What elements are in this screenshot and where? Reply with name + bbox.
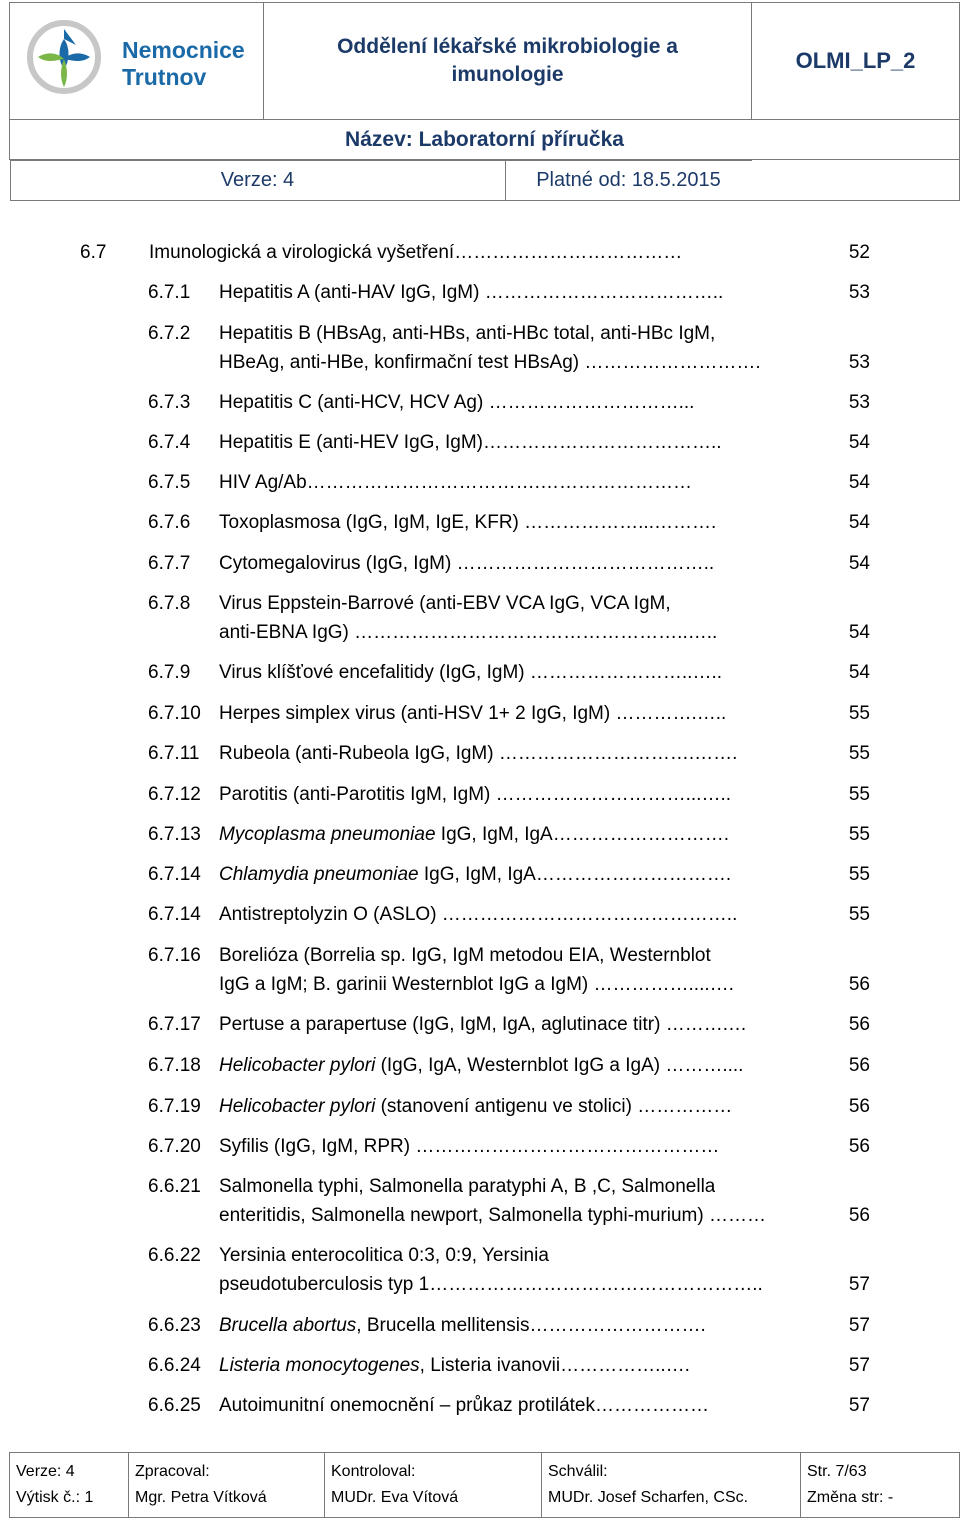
footer-prepared-cell — [129, 1453, 325, 1518]
toc-entry-title-italic: Chlamydia pneumoniae — [219, 864, 419, 885]
toc-entry — [148, 320, 870, 377]
toc-entry-title[interactable]: Antistreptolyzin O (ASLO) ……………………………………….. — [219, 904, 738, 925]
valid-from: Platné od: 18.5.2015 — [505, 161, 752, 201]
toc-entry-number: 6.7.11 — [148, 743, 200, 764]
toc-entry-title[interactable]: Pertuse a parapertuse (IgG, IgM, IgA, aglutinace titr) ……….… — [219, 1014, 747, 1035]
toc-entry-page: 56 — [848, 1136, 870, 1157]
toc-entry-title-rest: (IgG, IgA, Westernblot IgG a IgA) ……….... — [375, 1055, 744, 1076]
toc-entry — [148, 1173, 870, 1230]
toc-entry-number: 6.7.19 — [148, 1096, 201, 1117]
toc-entry-title[interactable]: Virus Eppstein-Barrové (anti-EBV VCA IgG, VCA IgM, — [219, 593, 671, 614]
toc-entry-number: 6.7.17 — [148, 1014, 201, 1035]
toc-entry-number: 6.7.18 — [148, 1055, 201, 1076]
toc-entry — [148, 659, 870, 687]
toc-entry-title-rest: , Listeria ivanovii……………..…. — [419, 1355, 690, 1376]
toc-entry-title[interactable]: Syfilis (IgG, IgM, RPR) ………………………………………… — [219, 1136, 720, 1157]
toc-entry-number: 6.7.14 — [148, 904, 201, 925]
toc-entry — [148, 429, 870, 457]
toc-entry-title[interactable]: Virus klíšťové encefalitidy (IgG, IgM) ……………………..….. — [219, 662, 722, 683]
toc-entry-title[interactable]: Parotitis (anti-Parotitis IgM, IgM) …………………………...….. — [219, 784, 732, 805]
toc-entry-number: 6.7.2 — [148, 323, 191, 344]
toc-entry-title[interactable]: Salmonella typhi, Salmonella paratyphi A, B ,C, Salmonella — [219, 1176, 716, 1197]
toc-entry-title[interactable]: Rubeola (anti-Rubeola IgG, IgM) ………………………….……. — [219, 743, 738, 764]
toc-entry-number: 6.7.20 — [148, 1136, 201, 1157]
footer-prepared-name: Mgr. Petra Vítková — [135, 1489, 267, 1506]
document-code: OLMI_LP_2 — [752, 3, 960, 120]
toc-entry-page: 56 — [848, 1205, 870, 1226]
toc-entry-number: 6.7.10 — [148, 703, 201, 724]
toc-entry-number: 6.7.1 — [148, 282, 191, 303]
toc-entry-title[interactable]: Imunologická a virologická vyšetření……………………………… — [149, 242, 683, 263]
toc-entry — [148, 700, 870, 728]
toc-entry — [148, 1052, 870, 1080]
footer-issue: Výtisk č.: 1 — [16, 1489, 94, 1506]
hospital-name-line2: Trutnov — [122, 64, 207, 90]
toc-entry-title[interactable]: Herpes simplex virus (anti-HSV 1+ 2 IgG, IgM) ………….….. — [219, 703, 727, 724]
footer-page-cell — [801, 1453, 960, 1518]
toc-entry — [148, 1392, 870, 1420]
footer-approved-name: MUDr. Josef Scharfen, CSc. — [548, 1489, 749, 1506]
toc-entry-page: 56 — [848, 1014, 870, 1035]
toc-entry — [148, 279, 870, 307]
toc-entry-title[interactable]: Hepatitis E (anti-HEV IgG, IgM)……………………………….. — [219, 432, 722, 453]
toc-entry-number: 6.7.6 — [148, 512, 191, 533]
toc-entry-page: 55 — [848, 703, 870, 724]
toc-entry-title[interactable] — [219, 1352, 690, 1380]
toc-entry-title-italic: Listeria monocytogenes — [219, 1355, 420, 1376]
toc-entry — [148, 781, 870, 809]
footer-page-number: Str. 7/63 — [807, 1463, 867, 1480]
toc-entry — [148, 590, 870, 647]
footer-change-pages: Změna str: - — [807, 1489, 894, 1506]
toc-entry — [148, 1133, 870, 1161]
toc-entry-page: 54 — [848, 622, 870, 643]
toc-entry-title[interactable] — [219, 1312, 706, 1340]
toc-entry — [148, 861, 870, 889]
toc-entry-page: 54 — [848, 432, 870, 453]
toc-entry-page: 54 — [848, 553, 870, 574]
toc-entry-page: 55 — [848, 904, 870, 925]
toc-entry-number: 6.7 — [80, 242, 107, 263]
toc-entry-page: 52 — [848, 242, 870, 263]
department-title-line2: imunologie — [451, 63, 564, 86]
toc-entry-title-line2: IgG a IgM; B. garinii Westernblot IgG a IgM) ……………....…. — [219, 974, 734, 995]
toc-entry-title[interactable]: Hepatitis A (anti-HAV IgG, IgM) ……………………………….. — [219, 282, 724, 303]
toc-entry-page: 54 — [848, 662, 870, 683]
toc-entry-title-rest: IgG, IgM, IgA…………………………. — [418, 864, 732, 885]
toc-entry-title[interactable] — [219, 821, 729, 849]
hospital-name-line1: Nemocnice — [122, 37, 245, 63]
footer-version-cell — [10, 1453, 129, 1518]
toc-entry-page: 57 — [848, 1395, 870, 1416]
toc-entry — [148, 821, 870, 849]
toc-entry-title-rest: (stanovení antigenu ve stolici) …………… — [375, 1096, 733, 1117]
toc-entry-number: 6.7.7 — [148, 553, 191, 574]
toc-entry-number: 6.6.23 — [148, 1315, 201, 1336]
toc-entry-title[interactable] — [219, 1093, 732, 1121]
toc-entry-page: 56 — [848, 1055, 870, 1076]
toc-entry-number: 6.7.13 — [148, 824, 201, 845]
toc-entry-title[interactable]: HIV Ag/Ab……………………………….…………………… — [219, 472, 692, 493]
toc-entry-number: 6.6.21 — [148, 1176, 201, 1197]
toc-entry-number: 6.7.3 — [148, 392, 191, 413]
toc-entry — [148, 389, 870, 417]
toc-entry-number: 6.7.12 — [148, 784, 201, 805]
toc-entry-page: 55 — [848, 743, 870, 764]
document-name: Název: Laboratorní příručka — [10, 120, 960, 160]
toc-entry — [148, 942, 870, 999]
toc-entry-page: 57 — [848, 1274, 870, 1295]
toc-entry-title-line2: pseudotuberculosis typ 1…………………………………………….. — [219, 1274, 763, 1295]
toc-entry-title[interactable]: Hepatitis B (HBsAg, anti-HBs, anti-HBc total, anti-HBc IgM, — [219, 323, 716, 344]
toc-entry-title-line2: HBeAg, anti-HBe, konfirmační test HBsAg) ………………………. — [219, 352, 761, 373]
toc-entry-number: 6.7.4 — [148, 432, 191, 453]
toc-entry — [148, 469, 870, 497]
footer-checked-cell — [325, 1453, 542, 1518]
toc-entry-page: 54 — [848, 472, 870, 493]
footer-prepared-label: Zpracoval: — [135, 1463, 210, 1480]
toc-entry-page: 57 — [848, 1355, 870, 1376]
toc-entry-number: 6.7.8 — [148, 593, 191, 614]
toc-entry-page: 54 — [848, 512, 870, 533]
toc-entry — [80, 239, 870, 267]
toc-entry-page: 56 — [848, 1096, 870, 1117]
toc-entry-title-italic: Helicobacter pylori — [219, 1096, 376, 1117]
toc-entry-page: 55 — [848, 864, 870, 885]
toc-entry — [148, 1352, 870, 1380]
toc-entry-page: 55 — [848, 784, 870, 805]
toc-entry-title[interactable]: Borelióza (Borrelia sp. IgG, IgM metodou EIA, Westernblot — [219, 945, 711, 966]
toc-entry — [148, 1093, 870, 1121]
toc-entry-page: 53 — [848, 392, 870, 413]
toc-entry-page: 53 — [848, 352, 870, 373]
toc-entry-number: 6.7.14 — [148, 864, 201, 885]
toc-entry-number: 6.6.22 — [148, 1245, 201, 1266]
toc-entry-page: 57 — [848, 1315, 870, 1336]
toc-entry-title-line2: anti-EBNA IgG) ……………………………………………..….. — [219, 622, 718, 643]
toc-entry-title-italic: Helicobacter pylori — [219, 1055, 376, 1076]
toc-entry-title[interactable]: Cytomegalovirus (IgG, IgM) ………………………………….. — [219, 553, 715, 574]
footer-approved-label: Schválil: — [548, 1463, 608, 1480]
toc-entry — [148, 1242, 870, 1299]
toc-entry-title[interactable] — [219, 861, 731, 889]
toc-entry — [148, 509, 870, 537]
toc-entry-title[interactable] — [219, 1052, 743, 1080]
toc-entry-number: 6.7.9 — [148, 662, 191, 683]
toc-entry — [148, 901, 870, 929]
toc-entry-number: 6.7.5 — [148, 472, 191, 493]
toc-entry — [148, 1312, 870, 1340]
toc-entry-title-italic: Mycoplasma pneumoniae — [219, 824, 436, 845]
toc-entry-title-line2: enteritidis, Salmonella newport, Salmonella typhi-murium) ……… — [219, 1205, 766, 1226]
header-version: Verze: 4 — [10, 161, 505, 201]
toc-entry-title[interactable]: Autoimunitní onemocnění – průkaz protilátek……………… — [219, 1395, 709, 1416]
toc-entry-number: 6.6.24 — [148, 1355, 201, 1376]
toc-entry-page: 56 — [848, 974, 870, 995]
toc-entry — [148, 740, 870, 768]
toc-entry-number: 6.6.25 — [148, 1395, 201, 1416]
department-title-line1: Oddělení lékařské mikrobiologie a — [337, 35, 678, 58]
toc-entry-number: 6.7.16 — [148, 945, 201, 966]
toc-entry-title[interactable]: Toxoplasmosa (IgG, IgM, IgE, KFR) ………………...………. — [219, 512, 717, 533]
footer-checked-name: MUDr. Eva Vítová — [331, 1489, 459, 1506]
footer-approved-cell — [542, 1453, 801, 1518]
toc-entry-title-rest: , Brucella mellitensis………………………. — [356, 1315, 706, 1336]
toc-entry-title[interactable]: Hepatitis C (anti-HCV, HCV Ag) …………………………... — [219, 392, 695, 413]
footer-version: Verze: 4 — [16, 1463, 75, 1480]
toc-entry-title[interactable]: Yersinia enterocolitica 0:3, 0:9, Yersinia — [219, 1245, 549, 1266]
toc-entry — [148, 550, 870, 578]
toc-entry-title-rest: IgG, IgM, IgA………………………. — [435, 824, 730, 845]
document-footer — [9, 1452, 960, 1518]
toc-entry-page: 55 — [848, 824, 870, 845]
footer-checked-label: Kontroloval: — [331, 1463, 416, 1480]
toc-entry-title-italic: Brucella abortus — [219, 1315, 357, 1336]
toc-entry-page: 53 — [848, 282, 870, 303]
toc-entry — [148, 1011, 870, 1039]
